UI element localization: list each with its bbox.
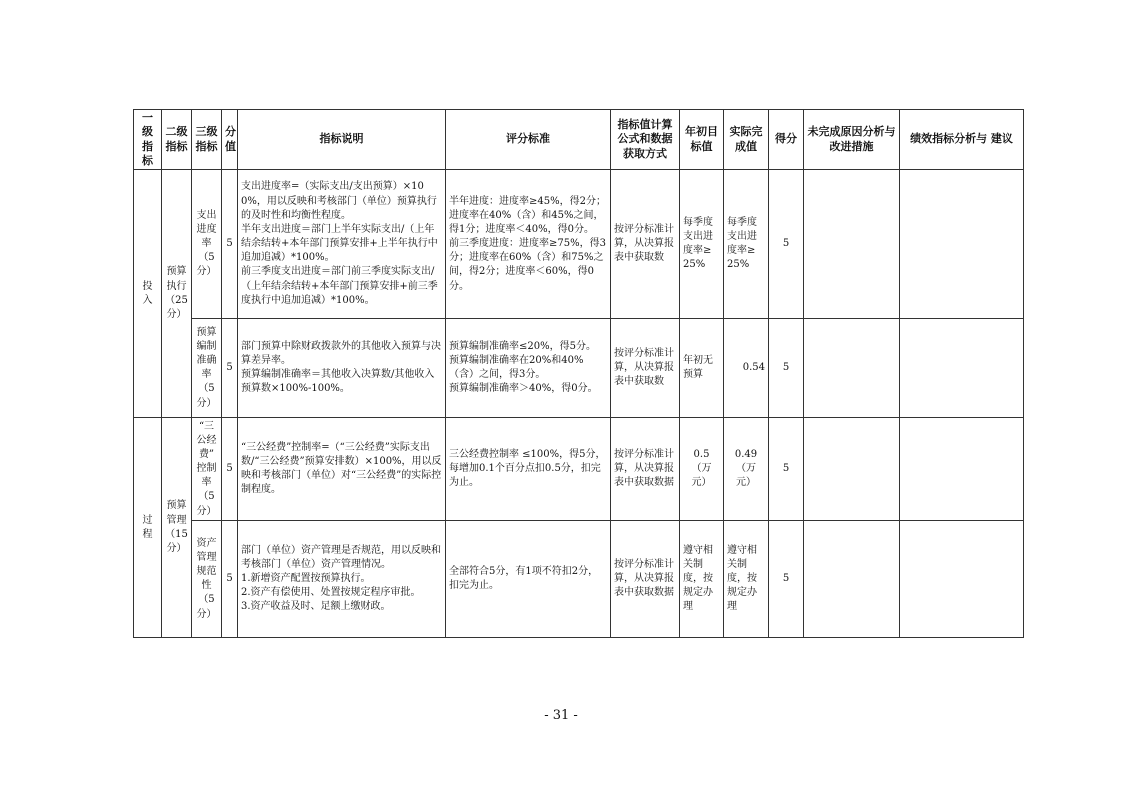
suggestion-cell bbox=[900, 521, 1024, 638]
header-level3: 三级 指标 bbox=[192, 110, 222, 170]
target-cell: 遵守相 关制 度，按 规定办 理 bbox=[680, 521, 724, 638]
actual-cell: 0.54 bbox=[724, 319, 769, 418]
score-cell: 5 bbox=[769, 521, 804, 638]
description-cell: “三公经费”控制率=（“三公经费”实际支出数/“三公经费”预算安排数）×100%，用以反映和考核部门（单位）对“三公经费”的实际控制程度。 bbox=[238, 418, 446, 521]
level2-cell: 预算 执行 （25 分） bbox=[162, 170, 192, 418]
header-criteria: 评分标准 bbox=[446, 110, 611, 170]
criteria-cell: 预算编制准确率≤20%，得5分。 预算编制准确率在20%和40%（含）之间，得3分。 预算编制准确率＞40%，得0分。 bbox=[446, 319, 611, 418]
method-cell: 按评分标准计算，从决算报表中获取数据 bbox=[611, 418, 680, 521]
value-cell: 5 bbox=[222, 319, 238, 418]
header-target: 年初目 标值 bbox=[680, 110, 724, 170]
criteria-cell: 半年进度：进度率≥45%，得2分；进度率在40%（含）和45%之间，得1分；进度率＜40%，得0分。 前三季度进度：进度率≥75%，得3分；进度率在60%（含）和75%之间，得2分；进度率＜60%，得0分。 bbox=[446, 170, 611, 319]
suggestion-cell bbox=[900, 170, 1024, 319]
criteria-cell: 三公经费控制率 ≤100%，得5分，每增加0.1个百分点扣0.5分，扣完为止。 bbox=[446, 418, 611, 521]
header-method: 指标值计算 公式和数据 获取方式 bbox=[611, 110, 680, 170]
level3-cell: 支出 进度 率 （5 分） bbox=[192, 170, 222, 319]
suggestion-cell bbox=[900, 418, 1024, 521]
criteria-cell: 全部符合5分，有1项不符扣2分，扣完为止。 bbox=[446, 521, 611, 638]
score-cell: 5 bbox=[769, 418, 804, 521]
value-cell: 5 bbox=[222, 521, 238, 638]
target-cell: 年初无 预算 bbox=[680, 319, 724, 418]
table-row bbox=[134, 418, 1024, 521]
suggestion-cell bbox=[900, 319, 1024, 418]
target-cell: 0.5 （万 元） bbox=[680, 418, 724, 521]
actual-cell: 0.49 （万 元） bbox=[724, 418, 769, 521]
actual-cell: 遵守相 关制 度，按 规定办 理 bbox=[724, 521, 769, 638]
header-row bbox=[134, 110, 1024, 170]
reason-cell bbox=[804, 418, 900, 521]
actual-cell: 每季度 支出进 度率≥ 25% bbox=[724, 170, 769, 319]
header-description: 指标说明 bbox=[238, 110, 446, 170]
table-row bbox=[134, 319, 1024, 418]
table-row bbox=[134, 170, 1024, 319]
header-score: 得分 bbox=[769, 110, 804, 170]
level2-cell: 预算 管理 （15 分） bbox=[162, 418, 192, 638]
value-cell: 5 bbox=[222, 418, 238, 521]
header-suggestion: 绩效指标分析与 建议 bbox=[900, 110, 1024, 170]
level1-cell: 投 入 bbox=[134, 170, 162, 418]
description-cell: 支出进度率=（实际支出/支出预算）×100%，用以反映和考核部门（单位）预算执行的及时性和均衡性程度。 半年支出进度＝部门上半年实际支出/（上年结余结转+本年部门预算安排+上半年执行中追加追减）*100%。 前三季度支出进度＝部门前三季度实际支出/（上年结余结转+本年部门预算安排+前三季度执行中追加追减）*100%。 bbox=[238, 170, 446, 319]
table-row bbox=[134, 521, 1024, 638]
level1-cell: 过 程 bbox=[134, 418, 162, 638]
target-cell: 每季度 支出进 度率≥ 25% bbox=[680, 170, 724, 319]
method-cell: 按评分标准计算，从决算报表中获取数 bbox=[611, 170, 680, 319]
header-actual: 实际完 成值 bbox=[724, 110, 769, 170]
method-cell: 按评分标准计算，从决算报表中获取数据 bbox=[611, 521, 680, 638]
header-score-value: 分 值 bbox=[222, 110, 238, 170]
description-cell: 部门（单位）资产管理是否规范，用以反映和考核部门（单位）资产管理情况。 1.新增资产配置按预算执行。 2.资产有偿使用、处置按规定程序审批。 3.资产收益及时、足额上缴财政。 bbox=[238, 521, 446, 638]
level3-cell: 预算 编制 准确 率 （5 分） bbox=[192, 319, 222, 418]
reason-cell bbox=[804, 170, 900, 319]
level3-cell: “三 公经费” 控制 率 （5 分） bbox=[192, 418, 222, 521]
value-cell: 5 bbox=[222, 170, 238, 319]
performance-table bbox=[133, 109, 1024, 638]
page-number: - 31 - bbox=[544, 708, 578, 723]
method-cell: 按评分标准计算，从决算报表中获取数 bbox=[611, 319, 680, 418]
header-reason: 未完成原因分析与 改进措施 bbox=[804, 110, 900, 170]
header-level2: 二级 指标 bbox=[162, 110, 192, 170]
score-cell: 5 bbox=[769, 319, 804, 418]
reason-cell bbox=[804, 521, 900, 638]
reason-cell bbox=[804, 319, 900, 418]
level3-cell: 资产 管理 规范 性 （5 分） bbox=[192, 521, 222, 638]
header-level1: 一级 指标 bbox=[134, 110, 162, 170]
description-cell: 部门预算中除财政拨款外的其他收入预算与决算差异率。 预算编制准确率＝其他收入决算数/其他收入预算数×100%-100%。 bbox=[238, 319, 446, 418]
score-cell: 5 bbox=[769, 170, 804, 319]
